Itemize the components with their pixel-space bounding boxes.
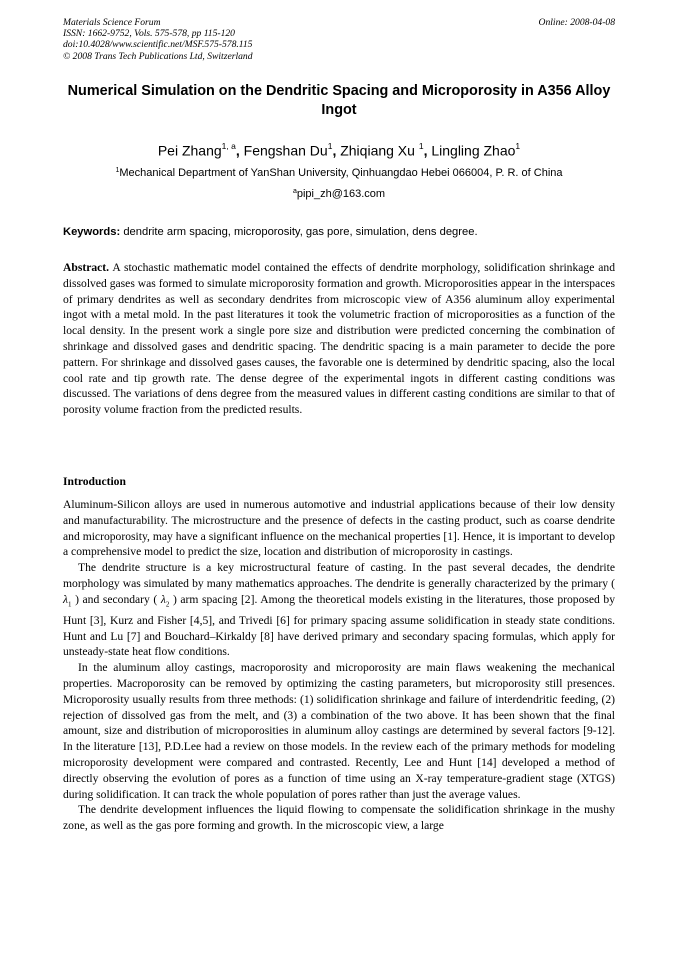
author-sup: 1	[418, 141, 424, 151]
lambda-2-symbol: $\lambda_2$	[160, 592, 170, 609]
author-sup: 1, a	[221, 141, 236, 151]
journal-header	[63, 17, 253, 62]
author-list: Pei Zhang$^{1, a}$, Fengshan Du$^1$, Zhiqiang Xu $^1$, Lingling Zhao$^1$	[157, 141, 521, 159]
keywords	[63, 225, 615, 239]
paragraph-text: ) and secondary (	[75, 592, 158, 606]
abstract-text: A stochastic mathematic model contained the effects of dendrite morphology, solidification shrinkage and dissolved gases was formed to simulate microporosity formation and growth. Microporosities appear in the interspaces of primary dendrites as well as secondary dendrites from microscopic view of A356 aluminum alloy experimental ingot with a metal mold. In the past literatures it took the volumetric fraction of microporosities as a function of the local density. In the present work a single pore size and distribution were predicted concerning the combination of shrinkage and dissolved gases and dendritic spacing. The dendritic spacing is a main parameter to decide the pore pattern. For shrinkage and dissolved gases causes, the favorable one is determined by dendritic spacing, also the local cool rate and tip growth rate. The dense degree of the experimental ingots in different casting conditions was discussed. The variations of dens degree from the measured values in different casting conditions are similar to that of porosity volume fraction from the predicted results.	[63, 261, 615, 417]
doi-line: doi:10.4028/www.scientific.net/MSF.575-578.115	[63, 39, 253, 51]
email-text: pipi_zh@163.com	[296, 188, 386, 200]
copyright-line: © 2008 Trans Tech Publications Ltd, Switzerland	[63, 50, 253, 62]
paragraph-text: ) arm spacing [2]. Among the theoretical models existing in the literatures, those proposed by Hunt [3], Kurz and Fisher [4,5], and Trivedi [6] for primary spacing assume solidification in steady state conditions. Hunt and Lu [7] and Bouchard–Kirkaldy [8] have derived primary and secondary spacing formulas, which apply for unsteady-state heat flow conditions.	[63, 592, 616, 659]
paragraph: Aluminum-Silicon alloys are used in numerous automotive and industrial applications because of their low density and manufacturability. The microstructure and the presence of defects in the casting product, such as coarse dendrite and microporosity, may have a significant influence on the mechanical properties [1]. Hence, it is important to develop a comprehensive model to predict the size, location and distribution of microporosity in castings.	[63, 498, 615, 559]
lambda-1-sub: 1	[68, 600, 72, 609]
paper-title: Numerical Simulation on the Dendritic Spacing and Microporosity in A356 Alloy Ingot	[67, 83, 611, 118]
abstract	[63, 260, 615, 418]
affiliation	[63, 166, 615, 180]
author-name: Pei Zhang	[157, 142, 222, 159]
paragraph: In the aluminum alloy castings, macroporosity and microporosity are main flaws weakening the mechanical properties. Macroporosity can be removed by optimizing the casting parameters, but microporosity still presences. Microporosity usually results from three methods: (1) solidification shrinkage and failure of interdendritic feeding, (2) rejection of dissolved gas from the melt, and (3) a combination of the two above. It has been shown that the final amount, size and distribution of microporosities in aluminum alloy castings are determined by several factors [9-12]. In the literature [13], P.D.Lee had a review on those models. In the review each of the primary methods for modeling microporosity development were compared and contrasted. Recently, Lee and Hunt [14] developed a method of directly observing the evolution of pores as a function of time using an X-ray temperature-gradient stage (XTGS) during solidification. It can track the whole population of pores rather than just the average values.	[63, 661, 615, 801]
keywords-text: dendrite arm spacing, microporosity, gas pore, simulation, dens degree.	[123, 226, 478, 238]
lambda-1-symbol: $\lambda_1$	[63, 592, 72, 609]
keywords-label: Keywords:	[63, 226, 121, 238]
abstract-label: Abstract.	[63, 261, 110, 274]
paragraph-text: The dendrite structure is a key microstructural feature of casting. In the past several decades, the dendrite morphology was simulated by many mathematics approaches. The dendrite is generally characterized by the primary (	[63, 561, 615, 590]
email-sup: a	[292, 188, 297, 195]
paragraph	[63, 560, 615, 660]
issn-line: ISSN: 1662-9752, Vols. 575-578, pp 115-120	[63, 28, 235, 40]
author-name: Zhiqiang Xu	[340, 142, 415, 159]
affiliation-text: Mechanical Department of YanShan University, Qinhuangdao Hebei 066004, P. R. of China	[119, 167, 563, 179]
author-name: Fengshan Du	[243, 142, 328, 159]
introduction-body	[63, 497, 615, 834]
lambda-2-sub: 2	[165, 600, 170, 609]
author-name: Lingling Zhao	[431, 142, 516, 159]
paragraph: The dendrite development influences the liquid flowing to compensate the solidification shrinkage in the mushy zone, as well as the gas pore forming and growth. In the microscopic view, a large	[63, 803, 615, 833]
author-email	[63, 187, 615, 201]
affiliation-sup: 1	[115, 167, 120, 174]
section-heading-introduction: Introduction	[63, 475, 126, 488]
author-sup: 1	[327, 141, 333, 151]
journal-name: Materials Science Forum	[63, 17, 161, 28]
author-sup: 1	[515, 141, 521, 151]
online-date: Online: 2008-04-08	[538, 17, 615, 28]
